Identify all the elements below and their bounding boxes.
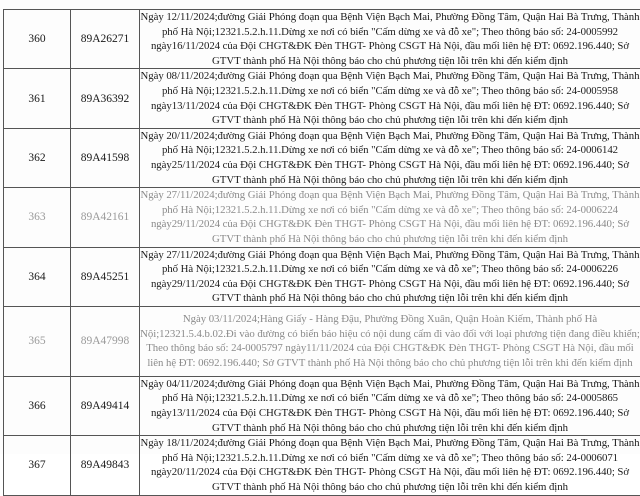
violation-description: Ngày 08/11/2024;đường Giải Phóng đoạn qua Bệnh Viện Bạch Mai, Phường Đồng Tâm, Quận Hai Bà Trưng, Thành phố Hà Nội;12321.5.2.h.11.Dừng xe nơi có biển "Cấm dừng xe và đỗ xe"; Theo thông báo số: 24-0005958 ngày13/11/2024 của Đội CHGT&ĐK Đèn THGT- Phòng CSGT Hà Nội, đầu mối liên hệ ĐT: 0692.196.440; Sở GTVT thành phố Hà Nội thông báo cho chủ phương tiện lỗi trên khi đến kiểm định xyxy=(140,69,640,128)
table-row xyxy=(4,10,640,69)
license-plate: 89A26271 xyxy=(71,10,140,69)
violations-table xyxy=(3,9,640,496)
row-number: 361 xyxy=(4,69,71,128)
violation-description: Ngày 04/11/2024;đường Giải Phóng đoạn qua Bệnh Viện Bạch Mai, Phường Đồng Tâm, Quận Hai Bà Trưng, Thành phố Hà Nội;12321.5.2.h.11.Dừng xe nơi có biển "Cấm dừng xe và đỗ xe"; Theo thông báo số: 24-0005865 ngày13/11/2024 của Đội CHGT&ĐK Đèn THGT- Phòng CSGT Hà Nội, đầu mối liên hệ ĐT: 0692.196.440; Sở GTVT thành phố Hà Nội thông báo cho chủ phương tiện lỗi trên khi đến kiểm định xyxy=(140,376,640,435)
license-plate: 89A45251 xyxy=(71,247,140,306)
license-plate: 89A49414 xyxy=(71,376,140,435)
violation-description: Ngày 03/11/2024;Hàng Giấy - Hàng Đậu, Phường Đồng Xuân, Quận Hoàn Kiếm, Thành phố Hà Nội;12321.5.4.b.02.Đi vào đường có biển báo hiệu có nội dung cấm đi vào đối với loại phương tiện đang điều khiển; Theo thông báo số: 24-0005797 ngày11/11/2024 của Đội CHGT&ĐK Đèn THGT- Phòng CSGT Hà Nội, đầu mối liên hệ ĐT: 0692.196.440; Sở GTVT thành phố Hà Nội thông báo cho chủ phương tiện lỗi trên khi đến kiểm định xyxy=(140,306,640,376)
violation-description: Ngày 18/11/2024;đường Giải Phóng đoạn qua Bệnh Viện Bạch Mai, Phường Đồng Tâm, Quận Hai Bà Trưng, Thành phố Hà Nội;12321.5.2.h.11.Dừng xe nơi có biển "Cấm dừng xe và đỗ xe"; Theo thông báo số: 24-0006071 ngày20/11/2024 của Đội CHGT&ĐK Đèn THGT- Phòng CSGT Hà Nội, đầu mối liên hệ ĐT: 0692.196.440; Sở GTVT thành phố Hà Nội thông báo cho chủ phương tiện lỗi trên khi đến kiểm định xyxy=(140,436,640,495)
table-row xyxy=(4,376,640,435)
row-number: 360 xyxy=(4,10,71,69)
table-row xyxy=(4,69,640,128)
violation-description: Ngày 27/11/2024;đường Giải Phóng đoạn qua Bệnh Viện Bạch Mai, Phường Đồng Tâm, Quận Hai Bà Trưng, Thành phố Hà Nội;12321.5.2.h.11.Dừng xe nơi có biển "Cấm dừng xe và đỗ xe"; Theo thông báo số: 24-0006224 ngày29/11/2024 của Đội CHGT&ĐK Đèn THGT- Phòng CSGT Hà Nội, đầu mối liên hệ ĐT: 0692.196.440; Sở GTVT thành phố Hà Nội thông báo cho chủ phương tiện lỗi trên khi đến kiểm định xyxy=(140,188,640,247)
row-number: 367 xyxy=(4,436,71,495)
row-number: 364 xyxy=(4,247,71,306)
row-number: 362 xyxy=(4,128,71,187)
violation-description: Ngày 12/11/2024;đường Giải Phóng đoạn qua Bệnh Viện Bạch Mai, Phường Đồng Tâm, Quận Hai Bà Trưng, Thành phố Hà Nội;12321.5.2.h.11.Dừng xe nơi có biển "Cấm dừng xe và đỗ xe"; Theo thông báo số: 24-0005992 ngày16/11/2024 của Đội CHGT&ĐK Đèn THGT- Phòng CSGT Hà Nội, đầu mối liên hệ ĐT: 0692.196.440; Sở GTVT thành phố Hà Nội thông báo cho chủ phương tiện lỗi trên khi đến kiểm định xyxy=(140,10,640,69)
license-plate: 89A42161 xyxy=(71,188,140,247)
violation-description: Ngày 27/11/2024;đường Giải Phóng đoạn qua Bệnh Viện Bạch Mai, Phường Đồng Tâm, Quận Hai Bà Trưng, Thành phố Hà Nội;12321.5.2.h.11.Dừng xe nơi có biển "Cấm dừng xe và đỗ xe"; Theo thông báo số: 24-0006226 ngày29/11/2024 của Đội CHGT&ĐK Đèn THGT- Phòng CSGT Hà Nội, đầu mối liên hệ ĐT: 0692.196.440; Sở GTVT thành phố Hà Nội thông báo cho chủ phương tiện lỗi trên khi đến kiểm định xyxy=(140,247,640,306)
license-plate: 89A41598 xyxy=(71,128,140,187)
table-row xyxy=(4,188,640,247)
table-row xyxy=(4,306,640,376)
violation-description: Ngày 20/11/2024;đường Giải Phóng đoạn qua Bệnh Viện Bạch Mai, Phường Đồng Tâm, Quận Hai Bà Trưng, Thành phố Hà Nội;12321.5.2.h.11.Dừng xe nơi có biển "Cấm dừng xe và đỗ xe"; Theo thông báo số: 24-0006142 ngày25/11/2024 của Đội CHGT&ĐK Đèn THGT- Phòng CSGT Hà Nội, đầu mối liên hệ ĐT: 0692.196.440; Sở GTVT thành phố Hà Nội thông báo cho chủ phương tiện lỗi trên khi đến kiểm định xyxy=(140,128,640,187)
license-plate: 89A47998 xyxy=(71,306,140,376)
table-row xyxy=(4,436,640,495)
row-number: 363 xyxy=(4,188,71,247)
row-number: 365 xyxy=(4,306,71,376)
table-row xyxy=(4,247,640,306)
table-row xyxy=(4,128,640,187)
license-plate: 89A36392 xyxy=(71,69,140,128)
license-plate: 89A49843 xyxy=(71,436,140,495)
row-number: 366 xyxy=(4,376,71,435)
